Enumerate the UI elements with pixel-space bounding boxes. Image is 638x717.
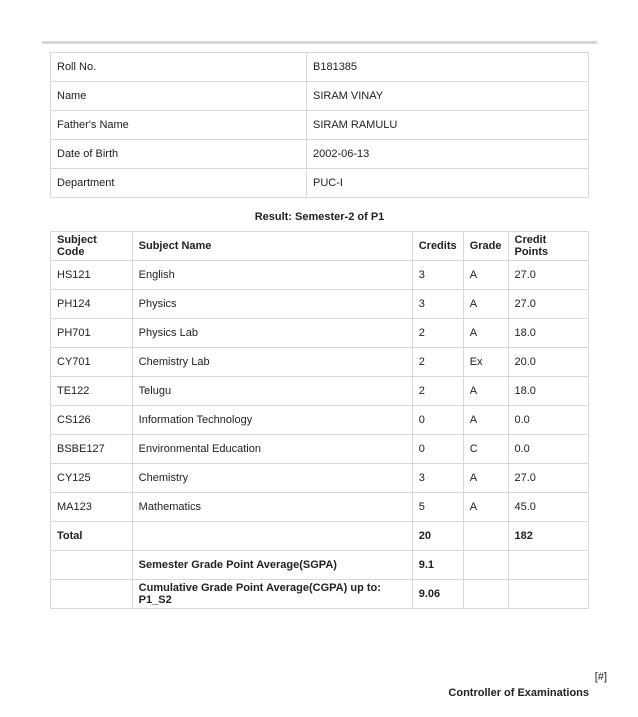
grade-cell: A [463, 464, 508, 493]
subject-code-cell: CY125 [51, 464, 133, 493]
sgpa-points-empty-cell [508, 551, 589, 580]
student-info-table [50, 52, 589, 198]
total-credit-points: 182 [508, 522, 589, 551]
grade-cell: A [463, 261, 508, 290]
total-label: Total [51, 522, 133, 551]
table-row [51, 377, 589, 406]
father-name-value: SIRAM RAMULU [307, 111, 589, 140]
table-row [51, 464, 589, 493]
subject-code-cell: TE122 [51, 377, 133, 406]
subject-code-cell: HS121 [51, 261, 133, 290]
header-credits: Credits [412, 232, 463, 261]
total-credits: 20 [412, 522, 463, 551]
header-grade: Grade [463, 232, 508, 261]
father-name-label: Father's Name [51, 111, 307, 140]
name-value: SIRAM VINAY [307, 82, 589, 111]
credit-points-cell: 45.0 [508, 493, 589, 522]
subject-name-cell: Telugu [132, 377, 412, 406]
result-heading: Result: Semester-2 of P1 [254, 211, 385, 223]
grade-cell: Ex [463, 348, 508, 377]
roll-no-label: Roll No. [51, 53, 307, 82]
dob-value: 2002-06-13 [307, 140, 589, 169]
roll-no-value: B181385 [307, 53, 589, 82]
table-row [51, 406, 589, 435]
subject-name-cell: Chemistry Lab [132, 348, 412, 377]
credits-cell: 2 [412, 377, 463, 406]
department-label: Department [51, 169, 307, 198]
department-row [51, 169, 589, 198]
table-row [51, 435, 589, 464]
table-row [51, 493, 589, 522]
credit-points-cell: 18.0 [508, 319, 589, 348]
credit-points-cell: 0.0 [508, 435, 589, 464]
grade-cell: C [463, 435, 508, 464]
subject-name-cell: Mathematics [132, 493, 412, 522]
dob-label: Date of Birth [51, 140, 307, 169]
subject-code-cell: CS126 [51, 406, 133, 435]
cgpa-points-empty-cell [508, 580, 589, 609]
header-credit-points: Credit Points [508, 232, 589, 261]
credit-points-cell: 18.0 [508, 377, 589, 406]
credit-points-cell: 20.0 [508, 348, 589, 377]
table-row [51, 261, 589, 290]
cgpa-value: 9.06 [412, 580, 463, 609]
credits-cell: 3 [412, 464, 463, 493]
table-row [51, 348, 589, 377]
grade-cell: A [463, 290, 508, 319]
subject-code-cell: BSBE127 [51, 435, 133, 464]
credit-points-cell: 27.0 [508, 261, 589, 290]
grades-header-row [51, 232, 589, 261]
sgpa-grade-empty-cell [463, 551, 508, 580]
subject-name-cell: Physics [132, 290, 412, 319]
grades-table [50, 231, 589, 609]
signature-title: Controller of Examinations [448, 687, 589, 699]
credits-cell: 2 [412, 319, 463, 348]
subject-code-cell: MA123 [51, 493, 133, 522]
grade-cell: A [463, 406, 508, 435]
credits-cell: 5 [412, 493, 463, 522]
name-label: Name [51, 82, 307, 111]
cgpa-row [51, 580, 589, 609]
grade-cell: A [463, 493, 508, 522]
cgpa-label: Cumulative Grade Point Average(CGPA) up to: P1_S2 [132, 580, 412, 609]
header-subject-name: Subject Name [132, 232, 412, 261]
credit-points-cell: 27.0 [508, 464, 589, 493]
sgpa-value: 9.1 [412, 551, 463, 580]
subject-name-cell: Environmental Education [132, 435, 412, 464]
roll-no-row [51, 53, 589, 82]
subject-code-cell: PH124 [51, 290, 133, 319]
cgpa-empty-cell [51, 580, 133, 609]
sgpa-empty-cell [51, 551, 133, 580]
department-value: PUC-I [307, 169, 589, 198]
credits-cell: 2 [412, 348, 463, 377]
table-row [51, 290, 589, 319]
credits-cell: 3 [412, 261, 463, 290]
subject-name-cell: English [132, 261, 412, 290]
father-name-row [51, 111, 589, 140]
subject-code-cell: CY701 [51, 348, 133, 377]
credits-cell: 0 [412, 406, 463, 435]
grades-body [51, 261, 589, 522]
subject-code-cell: PH701 [51, 319, 133, 348]
subject-name-cell: Chemistry [132, 464, 412, 493]
header-subject-code: Subject Code [51, 232, 133, 261]
total-row [51, 522, 589, 551]
sgpa-label: Semester Grade Point Average(SGPA) [132, 551, 412, 580]
credit-points-cell: 0.0 [508, 406, 589, 435]
grade-cell: A [463, 377, 508, 406]
top-divider [42, 41, 597, 44]
subject-name-cell: Physics Lab [132, 319, 412, 348]
cgpa-grade-empty-cell [463, 580, 508, 609]
credit-points-cell: 27.0 [508, 290, 589, 319]
sgpa-row [51, 551, 589, 580]
credits-cell: 3 [412, 290, 463, 319]
credits-cell: 0 [412, 435, 463, 464]
total-grade-empty-cell [463, 522, 508, 551]
total-empty-cell [132, 522, 412, 551]
subject-name-cell: Information Technology [132, 406, 412, 435]
table-row [51, 319, 589, 348]
dob-row [51, 140, 589, 169]
grade-cell: A [463, 319, 508, 348]
stamp-placeholder: [#] [594, 671, 607, 683]
name-row [51, 82, 589, 111]
